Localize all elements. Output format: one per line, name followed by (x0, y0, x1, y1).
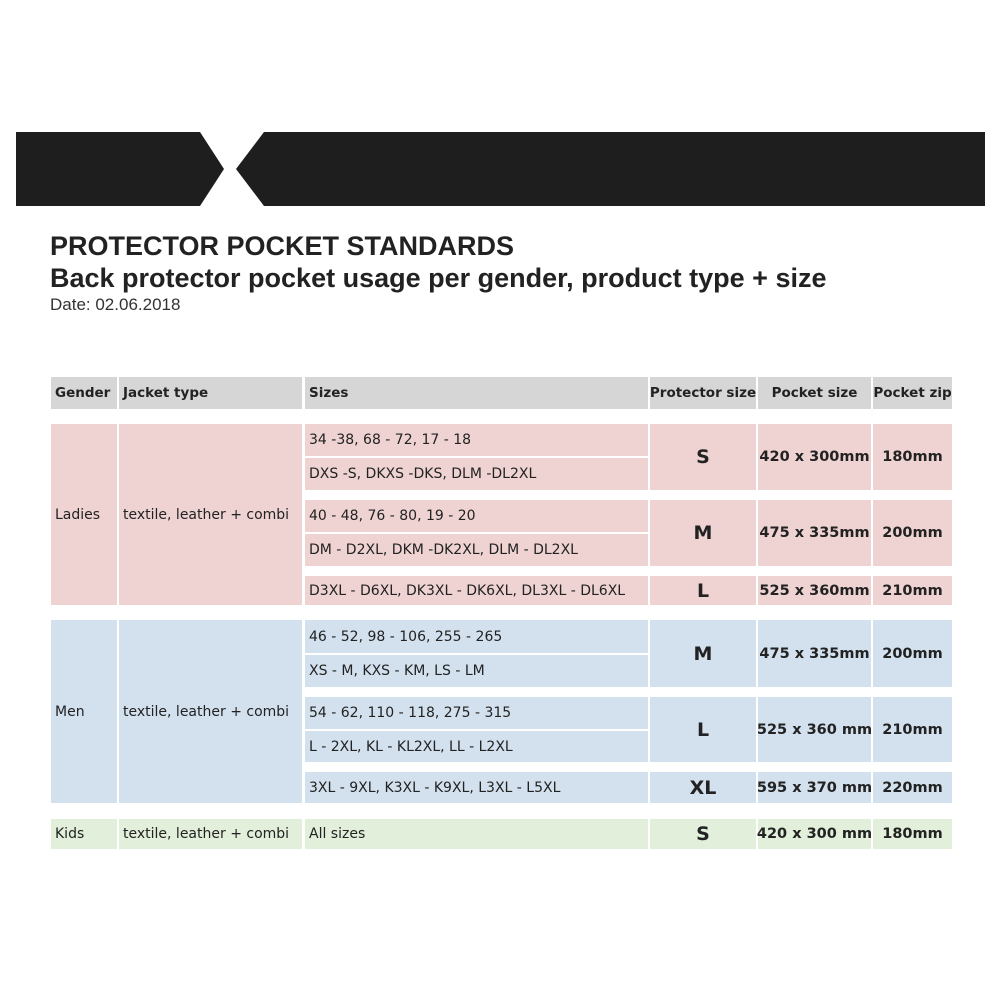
jacket-type-cell-ladies: textile, leather + combi (119, 424, 302, 605)
header-banner (16, 132, 985, 206)
sizes-cell: All sizes (305, 819, 648, 849)
sizes-cell: XS - M, KXS - KM, LS - LM (305, 655, 648, 687)
protector-size-cell: S (650, 819, 756, 849)
sizes-cell: 54 - 62, 110 - 118, 275 - 315 (305, 697, 648, 729)
pocket-zip-cell: 220mm (873, 772, 952, 803)
protector-size-cell: XL (650, 772, 756, 803)
sizes-cell: 34 -38, 68 - 72, 17 - 18 (305, 424, 648, 456)
pocket-size-cell: 475 x 335mm (758, 500, 871, 566)
sizes-cell: D3XL - D6XL, DK3XL - DK6XL, DL3XL - DL6XL (305, 576, 648, 605)
document-date: Date: 02.06.2018 (50, 295, 181, 314)
header-pocket-zip: Pocket zip (873, 377, 952, 409)
gender-cell-kids: Kids (51, 819, 117, 849)
header-sizes: Sizes (305, 377, 648, 409)
header-jacket-type: Jacket type (119, 377, 302, 409)
sizes-cell: DM - D2XL, DKM -DK2XL, DLM - DL2XL (305, 534, 648, 566)
pocket-zip-cell: 180mm (873, 424, 952, 490)
pocket-zip-cell: 210mm (873, 697, 952, 762)
jacket-type-cell-kids: textile, leather + combi (119, 819, 302, 849)
protector-size-cell: S (650, 424, 756, 490)
pocket-size-cell: 525 x 360 mm (758, 697, 871, 762)
page-subtitle: Back protector pocket usage per gender, product type + size (50, 263, 827, 293)
gender-cell-men: Men (51, 620, 117, 803)
pocket-zip-cell: 210mm (873, 576, 952, 605)
pocket-size-cell: 595 x 370 mm (758, 772, 871, 803)
sizes-cell: DXS -S, DKXS -DKS, DLM -DL2XL (305, 458, 648, 490)
pocket-zip-cell: 180mm (873, 819, 952, 849)
sizes-cell: L - 2XL, KL - KL2XL, LL - L2XL (305, 731, 648, 762)
sizes-cell: 40 - 48, 76 - 80, 19 - 20 (305, 500, 648, 532)
protector-size-cell: L (650, 697, 756, 762)
pocket-size-cell: 525 x 360mm (758, 576, 871, 605)
sizes-cell: 46 - 52, 98 - 106, 255 - 265 (305, 620, 648, 653)
header-protector-size: Protector size (650, 377, 756, 409)
header-pocket-size: Pocket size (758, 377, 871, 409)
heading-block (50, 230, 826, 316)
jacket-type-cell-men: textile, leather + combi (119, 620, 302, 803)
banner-left-shape (16, 132, 224, 206)
gender-cell-ladies: Ladies (51, 424, 117, 605)
header-gender: Gender (51, 377, 117, 409)
pocket-size-cell: 420 x 300 mm (758, 819, 871, 849)
pocket-zip-cell: 200mm (873, 620, 952, 687)
sizes-cell: 3XL - 9XL, K3XL - K9XL, L3XL - L5XL (305, 772, 648, 803)
pocket-size-cell: 475 x 335mm (758, 620, 871, 687)
page-title: PROTECTOR POCKET STANDARDS (50, 231, 515, 261)
pocket-size-cell: 420 x 300mm (758, 424, 871, 490)
protector-size-cell: M (650, 620, 756, 687)
pocket-zip-cell: 200mm (873, 500, 952, 566)
protector-size-cell: L (650, 576, 756, 605)
banner-right-shape (236, 132, 985, 206)
protector-size-cell: M (650, 500, 756, 566)
